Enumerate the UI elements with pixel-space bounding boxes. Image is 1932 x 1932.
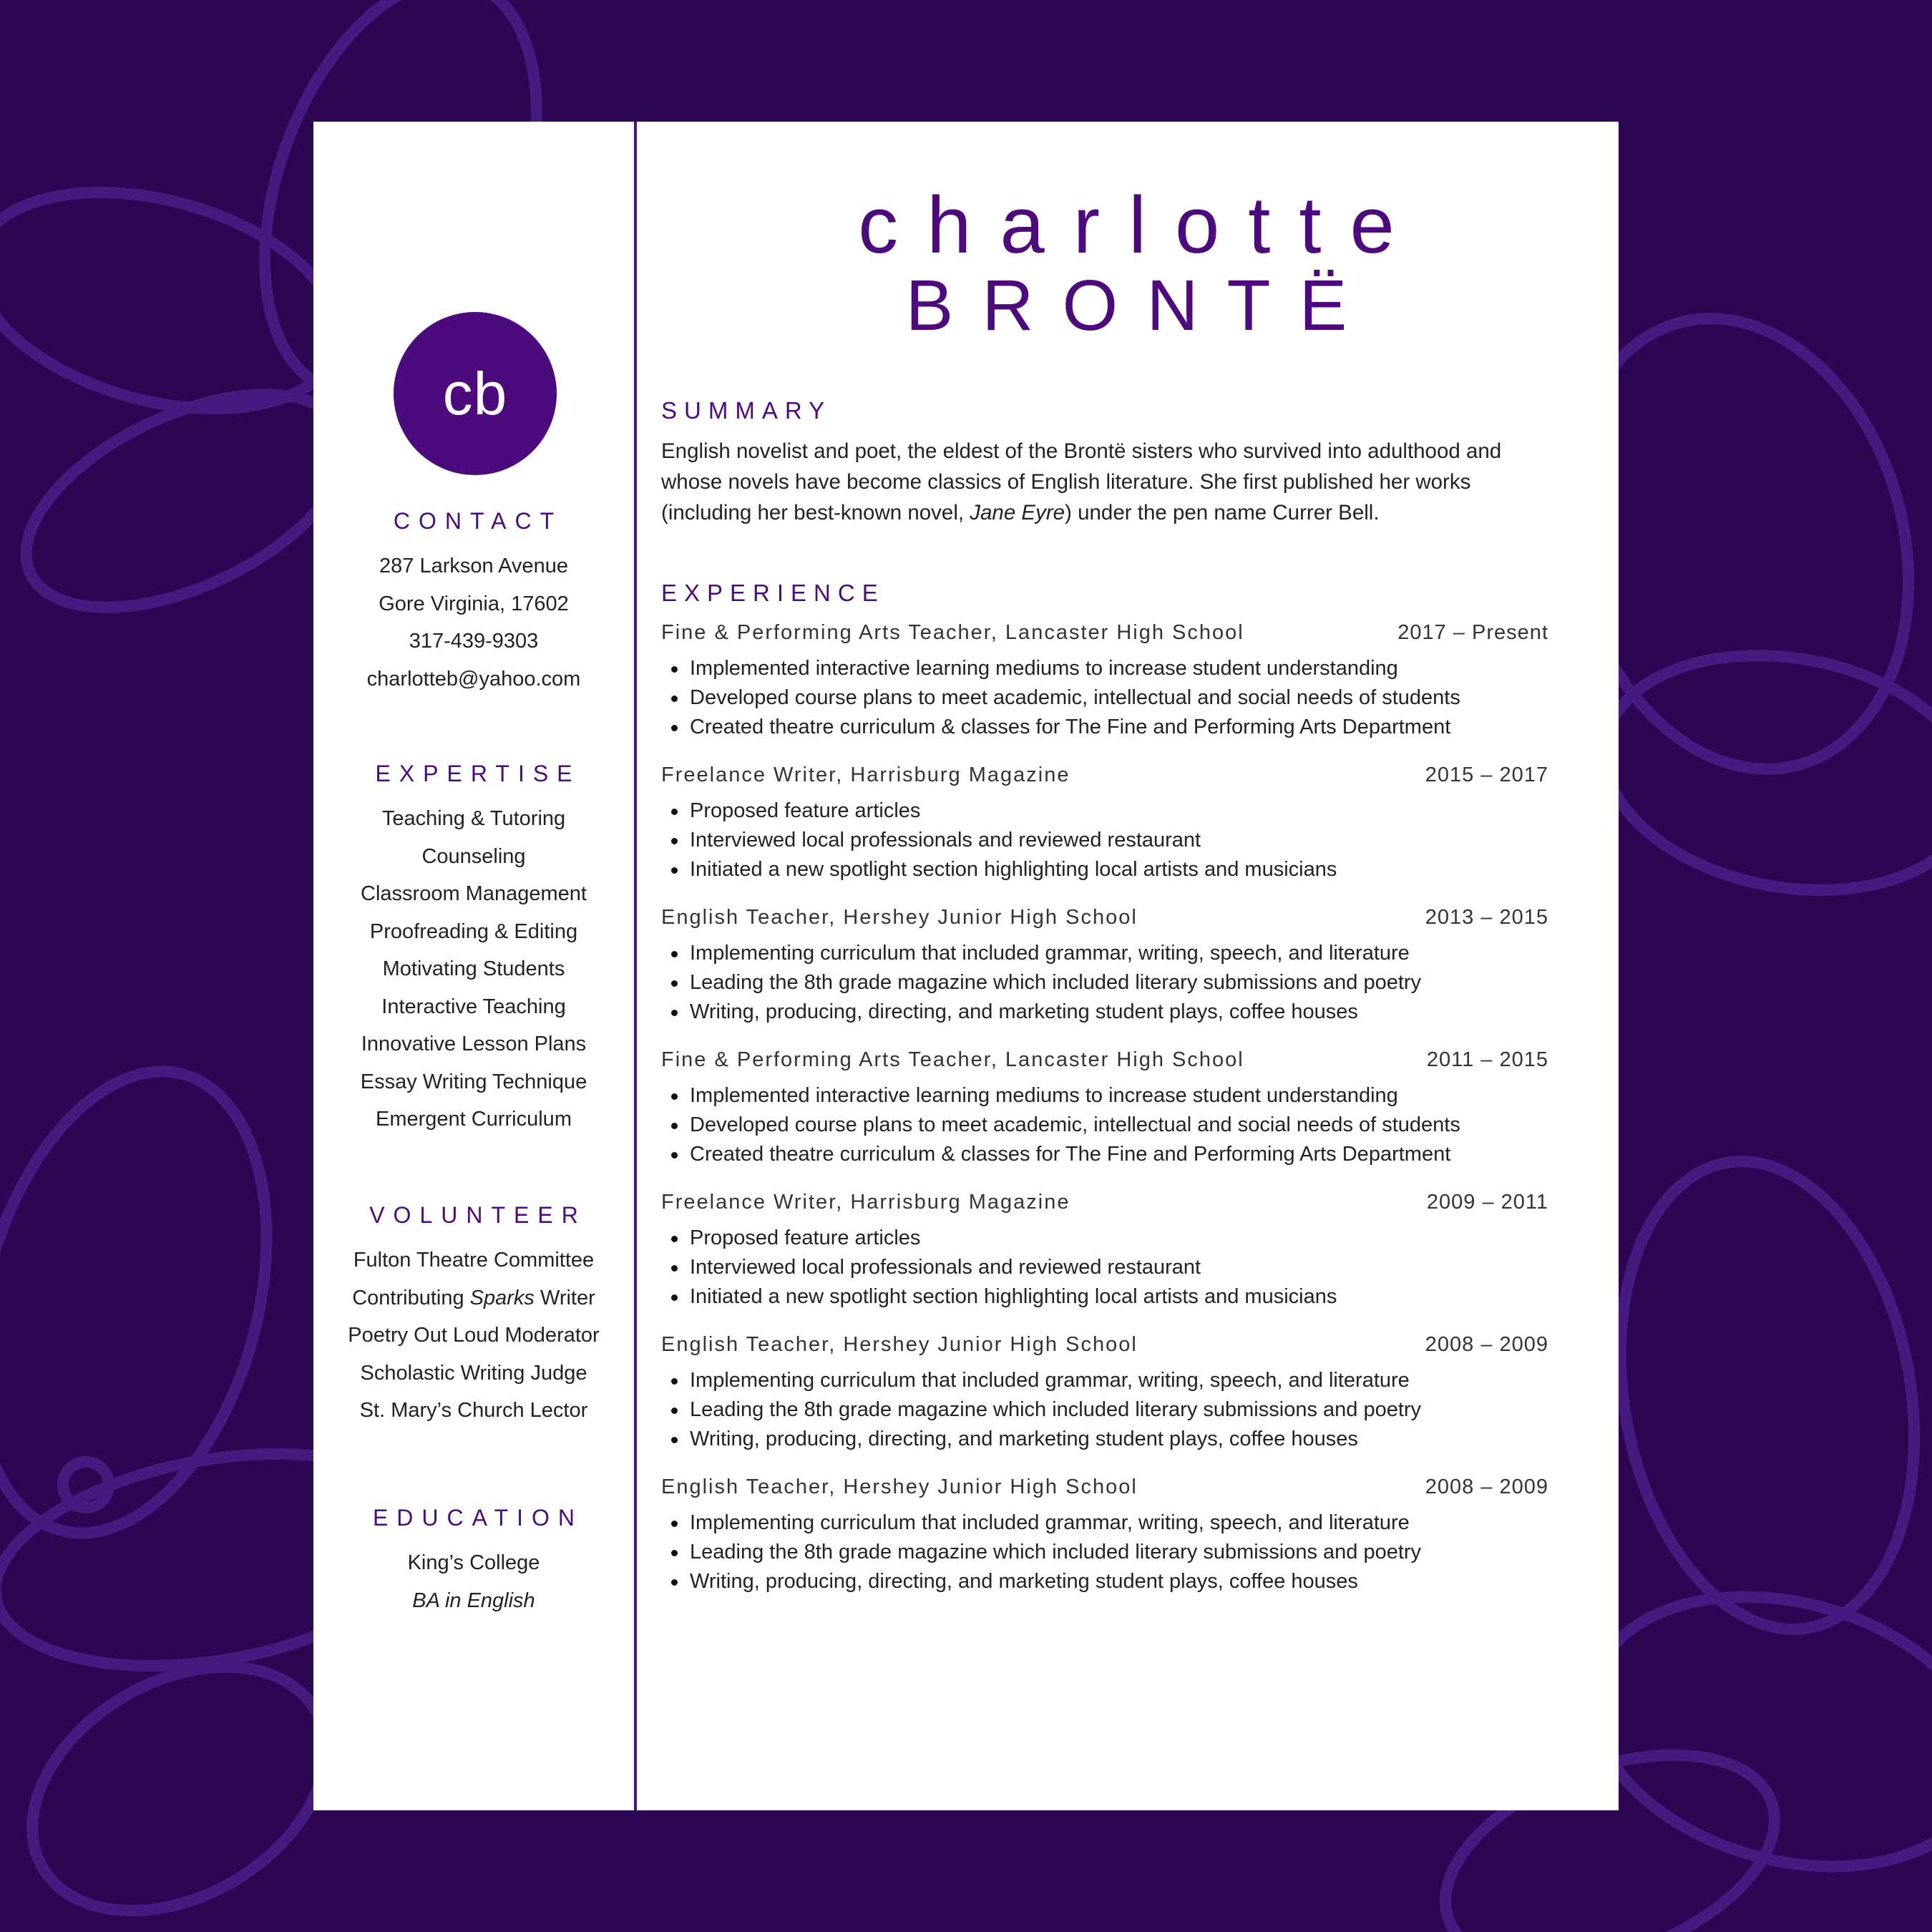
expertise-item: Emergent Curriculum: [376, 1108, 572, 1131]
job-bullet: Interviewed local professionals and reviewed restaurant: [661, 826, 1591, 855]
name-last: BRONTË: [905, 265, 1376, 346]
job-title: English Teacher, Hershey Junior High School: [661, 1333, 1138, 1356]
job-bullet: Created theatre curriculum & classes for The Fine and Performing Arts Department: [661, 1140, 1591, 1169]
job-header: [661, 1188, 1548, 1216]
volunteer-heading: VOLUNTEER: [369, 1202, 587, 1228]
job-title: English Teacher, Hershey Junior High School: [661, 1475, 1138, 1498]
job-title: Freelance Writer, Harrisburg Magazine: [661, 1191, 1070, 1214]
job-title: Fine & Performing Arts Teacher, Lancaster High School: [661, 621, 1244, 644]
expertise-item: Teaching & Tutoring: [381, 807, 566, 830]
volunteer-item-italic: Sparks: [469, 1286, 535, 1309]
job-bullet: Initiated a new spotlight section highlighting local artists and musicians: [661, 1282, 1591, 1312]
name-first: charlotte: [858, 180, 1423, 270]
job-entry: [661, 618, 1591, 761]
job-bullets: [661, 654, 1591, 742]
monogram-badge: cb: [394, 312, 557, 475]
expertise-item: Proofreading & Editing: [369, 919, 578, 943]
volunteer-section: [313, 1202, 634, 1430]
expertise-item: Motivating Students: [382, 957, 565, 980]
job-bullet: Created theatre curriculum & classes for The Fine and Performing Arts Department: [661, 713, 1591, 742]
job-dates: 2008 – 2009: [1425, 1475, 1548, 1498]
job-entry: [661, 903, 1591, 1045]
job-bullets: [661, 1224, 1591, 1312]
education-heading: EDUCATION: [372, 1505, 584, 1531]
expertise-section: [313, 761, 634, 1138]
job-dates: 2008 – 2009: [1425, 1333, 1548, 1356]
job-bullet: Writing, producing, directing, and marketing student plays, coffee houses: [661, 997, 1591, 1027]
job-dates: 2013 – 2015: [1425, 906, 1548, 929]
job-bullet: Proposed feature articles: [661, 796, 1591, 826]
job-header: [661, 618, 1548, 647]
job-header: [661, 1473, 1548, 1501]
job-entry: [661, 1473, 1591, 1615]
volunteer-item-text: Contributing: [352, 1286, 470, 1309]
resume-page: [313, 122, 1619, 1810]
job-bullet: Implemented interactive learning mediums to increase student understanding: [661, 654, 1591, 683]
job-dates: 2011 – 2015: [1426, 1048, 1548, 1071]
job-bullet: Leading the 8th grade magazine which included literary submissions and poetry: [661, 1538, 1591, 1567]
expertise-item: Interactive Teaching: [381, 995, 566, 1018]
job-bullets: [661, 1366, 1591, 1454]
job-bullet: Developed course plans to meet academic, intellectual and social needs of students: [661, 1111, 1591, 1140]
education-school: King’s College: [407, 1551, 540, 1574]
job-header: [661, 903, 1548, 932]
job-title: English Teacher, Hershey Junior High School: [661, 906, 1138, 929]
job-header: [661, 1045, 1548, 1074]
job-bullet: Implementing curriculum that included grammar, writing, speech, and literature: [661, 1366, 1591, 1395]
education-section: [313, 1505, 634, 1619]
job-entry: [661, 1188, 1591, 1330]
job-entry: [661, 1045, 1591, 1188]
job-bullet: Leading the 8th grade magazine which included literary submissions and poetry: [661, 1395, 1591, 1425]
expertise-heading: EXPERTISE: [375, 761, 581, 786]
summary-section: [661, 397, 1591, 528]
experience-section: [661, 580, 1591, 1615]
volunteer-item: Poetry Out Loud Moderator: [348, 1324, 600, 1347]
job-bullet: Interviewed local professionals and reviewed restaurant: [661, 1253, 1591, 1282]
job-bullet: Writing, producing, directing, and marketing student plays, coffee houses: [661, 1567, 1591, 1596]
job-bullet: Proposed feature articles: [661, 1224, 1591, 1253]
summary-text-part: ) under the pen name Currer Bell.: [1065, 501, 1380, 525]
volunteer-item: St. Mary’s Church Lector: [359, 1399, 588, 1422]
job-bullet: Implemented interactive learning mediums to increase student understanding: [661, 1081, 1591, 1111]
job-dates: 2017 – Present: [1397, 621, 1548, 644]
volunteer-item-text: Writer: [534, 1286, 595, 1309]
job-bullets: [661, 796, 1591, 884]
contact-heading: CONTACT: [393, 508, 563, 534]
volunteer-item: [313, 1279, 634, 1317]
job-bullet: Developed course plans to meet academic, intellectual and social needs of students: [661, 683, 1591, 713]
contact-city: Gore Virginia, 17602: [379, 592, 569, 615]
volunteer-item: Scholastic Writing Judge: [360, 1361, 587, 1385]
education-degree: BA in English: [412, 1589, 535, 1612]
job-title: Fine & Performing Arts Teacher, Lancaster High School: [661, 1048, 1244, 1071]
job-dates: 2009 – 2011: [1426, 1191, 1548, 1214]
job-bullet: Implementing curriculum that included grammar, writing, speech, and literature: [661, 1508, 1591, 1538]
job-entry: [661, 761, 1591, 903]
contact-address: 287 Larkson Avenue: [379, 555, 568, 577]
job-header: [661, 761, 1548, 789]
job-header: [661, 1330, 1548, 1359]
expertise-item: Essay Writing Technique: [360, 1070, 587, 1093]
experience-heading: EXPERIENCE: [661, 580, 885, 606]
column-divider: [634, 122, 637, 1810]
job-dates: 2015 – 2017: [1425, 763, 1548, 786]
summary-text: [661, 436, 1556, 528]
job-bullets: [661, 1508, 1591, 1596]
job-bullet: Implementing curriculum that included grammar, writing, speech, and literature: [661, 939, 1591, 968]
job-bullet: Leading the 8th grade magazine which included literary submissions and poetry: [661, 968, 1591, 997]
expertise-item: Classroom Management: [361, 882, 587, 905]
job-bullets: [661, 939, 1591, 1027]
summary-book-title: Jane Eyre: [970, 501, 1065, 525]
job-bullets: [661, 1081, 1591, 1169]
job-entry: [661, 1330, 1591, 1473]
contact-phone: 317-439-9303: [409, 630, 539, 653]
expertise-item: Counseling: [421, 844, 526, 868]
summary-text-part: English novelist and poet, the eldest of the Brontë sisters who survived into adulthood and whose novels have become classics of English literature. She first published her works (including her best-known novel,: [661, 439, 1502, 525]
volunteer-item: Fulton Theatre Committee: [353, 1249, 595, 1272]
job-bullet: Writing, producing, directing, and marketing student plays, coffee houses: [661, 1425, 1591, 1454]
job-bullet: Initiated a new spotlight section highlighting local artists and musicians: [661, 855, 1591, 884]
job-title: Freelance Writer, Harrisburg Magazine: [661, 763, 1070, 786]
summary-heading: SUMMARY: [661, 397, 832, 424]
expertise-item: Innovative Lesson Plans: [361, 1033, 587, 1055]
contact-email: charlotteb@yahoo.com: [366, 667, 581, 691]
contact-section: [313, 508, 634, 698]
